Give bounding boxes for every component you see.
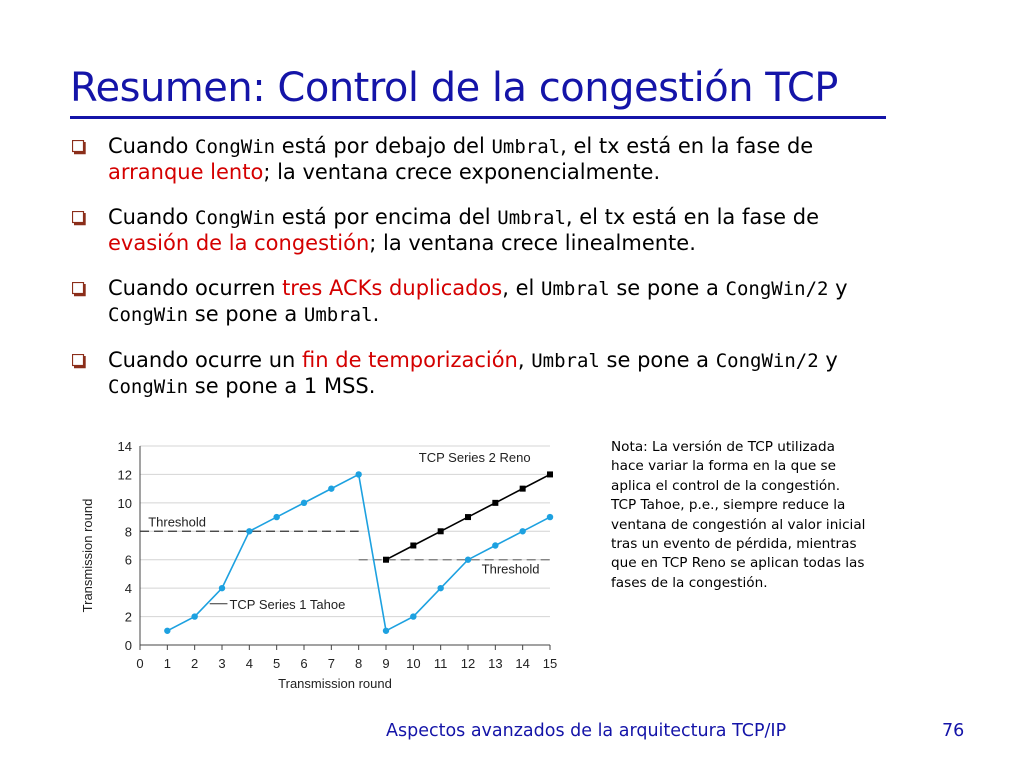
bullet-text-segment: Umbral <box>541 278 610 300</box>
bullet-text-segment: , el tx está en la fase de <box>565 205 819 229</box>
data-point <box>465 514 471 520</box>
data-point <box>492 542 498 548</box>
bullet-text-segment: Umbral <box>491 136 561 158</box>
x-tick-label: 13 <box>488 656 503 671</box>
x-tick-label: 10 <box>406 656 421 671</box>
data-point <box>437 585 443 591</box>
bullet-text-segment: tres ACKs duplicados <box>282 276 503 300</box>
bullet-text-segment: , el tx está en la fase de <box>560 134 814 158</box>
bullet-text-segment: Cuando ocurren <box>108 276 283 300</box>
y-tick-label: 12 <box>117 467 132 483</box>
x-tick-label: 14 <box>515 656 530 671</box>
bullet-text-segment: CongWin <box>195 207 276 229</box>
bullet-text-segment: CongWin/2 <box>725 278 829 300</box>
data-point <box>438 528 444 534</box>
x-tick-label: 2 <box>191 656 199 671</box>
x-tick-label: 3 <box>218 656 226 671</box>
data-point <box>410 613 416 619</box>
checkbox-bullet-icon <box>72 211 87 226</box>
x-tick-label: 12 <box>460 656 476 671</box>
bullet-text-segment: ; la ventana crece linealmente. <box>369 231 696 255</box>
bullet-text-segment: se pone a 1 MSS. <box>188 374 376 398</box>
data-point <box>547 471 553 477</box>
y-tick-label: 10 <box>117 495 132 511</box>
x-tick-label: 6 <box>300 656 308 671</box>
threshold-label: Threshold <box>148 514 207 530</box>
x-tick-label: 8 <box>355 656 363 671</box>
data-point <box>191 613 197 619</box>
checkbox-bullet-icon <box>72 140 87 155</box>
bullet-item <box>72 134 872 185</box>
data-point <box>519 528 525 534</box>
data-point <box>547 514 553 520</box>
tcp-version-note: Nota: La versión de TCP utilizada hace variar la forma en la que se aplica el control de la congestión. TCP Tahoe, p.e., siempre reduce la ventana de congestión al valor inicial tras un evento de pérdida, mientras que en TCP Reno se aplican todas las fases de la congestión. <box>611 439 866 591</box>
data-point <box>383 628 389 634</box>
x-tick-label: 5 <box>273 656 281 671</box>
data-point <box>410 543 416 549</box>
data-point <box>520 486 526 492</box>
x-tick-label: 4 <box>245 656 253 671</box>
title-underline <box>70 116 886 119</box>
slide-title: Resumen: Control de la congestión TCP <box>70 65 838 111</box>
data-point <box>492 500 498 506</box>
x-tick-label: 0 <box>136 656 144 671</box>
bullet-text-segment: CongWin <box>108 304 189 326</box>
y-tick-label: 14 <box>117 439 132 454</box>
data-point <box>164 628 170 634</box>
x-tick-label: 7 <box>327 656 335 671</box>
bullet-text-segment: fin de temporización <box>302 348 518 372</box>
y-axis-label: Transmission round <box>80 498 95 613</box>
page-number: 76 <box>942 721 965 741</box>
y-tick-label: 0 <box>124 638 132 653</box>
bullet-text-segment: Umbral <box>497 207 566 229</box>
bullet-text-segment: ; la ventana crece exponencialmente. <box>263 160 661 184</box>
bullet-text-segment: CongWin <box>108 376 189 398</box>
bullet-item <box>72 276 872 328</box>
series-line <box>167 474 550 630</box>
data-point <box>355 471 361 477</box>
footer-text: Aspectos avanzados de la arquitectura TCP/IP <box>386 721 787 741</box>
bullet-list <box>72 134 872 420</box>
bullet-text-segment: y <box>828 276 848 300</box>
bullet-item <box>72 348 872 400</box>
series-label: TCP Series 1 Tahoe <box>229 596 346 612</box>
bullet-text-segment: , el <box>502 276 542 300</box>
bullet-text-segment: Umbral <box>531 350 600 372</box>
bullet-text-segment: CongWin/2 <box>715 350 819 372</box>
data-point <box>219 585 225 591</box>
checkbox-bullet-icon <box>72 282 87 297</box>
bullet-text-segment: y <box>818 348 838 372</box>
bullet-text-segment: arranque lento <box>108 160 264 184</box>
y-tick-label: 2 <box>124 609 132 625</box>
bullet-text-segment: está por encima del <box>275 205 498 229</box>
x-axis-label: Transmission round <box>278 676 392 691</box>
congestion-window-chart <box>74 434 574 696</box>
data-point <box>328 485 334 491</box>
bullet-text-segment: Cuando ocurre un <box>108 348 303 372</box>
series-label: TCP Series 2 Reno <box>418 450 531 466</box>
bullet-text-segment: se pone a <box>609 276 726 300</box>
bullet-text-segment: Cuando <box>108 134 196 158</box>
x-tick-label: 9 <box>382 656 390 671</box>
bullet-text-segment: , <box>517 348 532 372</box>
bullet-text-segment: Cuando <box>108 205 196 229</box>
bullet-text-segment: está por debajo del <box>275 134 492 158</box>
checkbox-bullet-icon <box>72 354 87 369</box>
x-tick-label: 15 <box>542 656 558 671</box>
x-tick-label: 1 <box>163 656 171 671</box>
data-point <box>273 514 279 520</box>
y-tick-label: 4 <box>124 581 132 597</box>
threshold-label: Threshold <box>481 561 540 577</box>
bullet-item <box>72 205 872 256</box>
y-tick-label: 6 <box>124 552 132 568</box>
data-point <box>465 557 471 563</box>
data-point <box>383 557 389 563</box>
bullet-text-segment: CongWin <box>195 136 276 158</box>
data-point <box>246 528 252 534</box>
x-tick-label: 11 <box>433 656 448 671</box>
y-tick-label: 8 <box>124 524 132 540</box>
data-point <box>301 500 307 506</box>
bullet-text-segment: . <box>372 302 380 326</box>
bullet-text-segment: Umbral <box>303 304 373 326</box>
bullet-text-segment: se pone a <box>599 348 716 372</box>
bullet-text-segment: se pone a <box>188 302 304 326</box>
bullet-text-segment: evasión de la congestión <box>108 231 370 255</box>
